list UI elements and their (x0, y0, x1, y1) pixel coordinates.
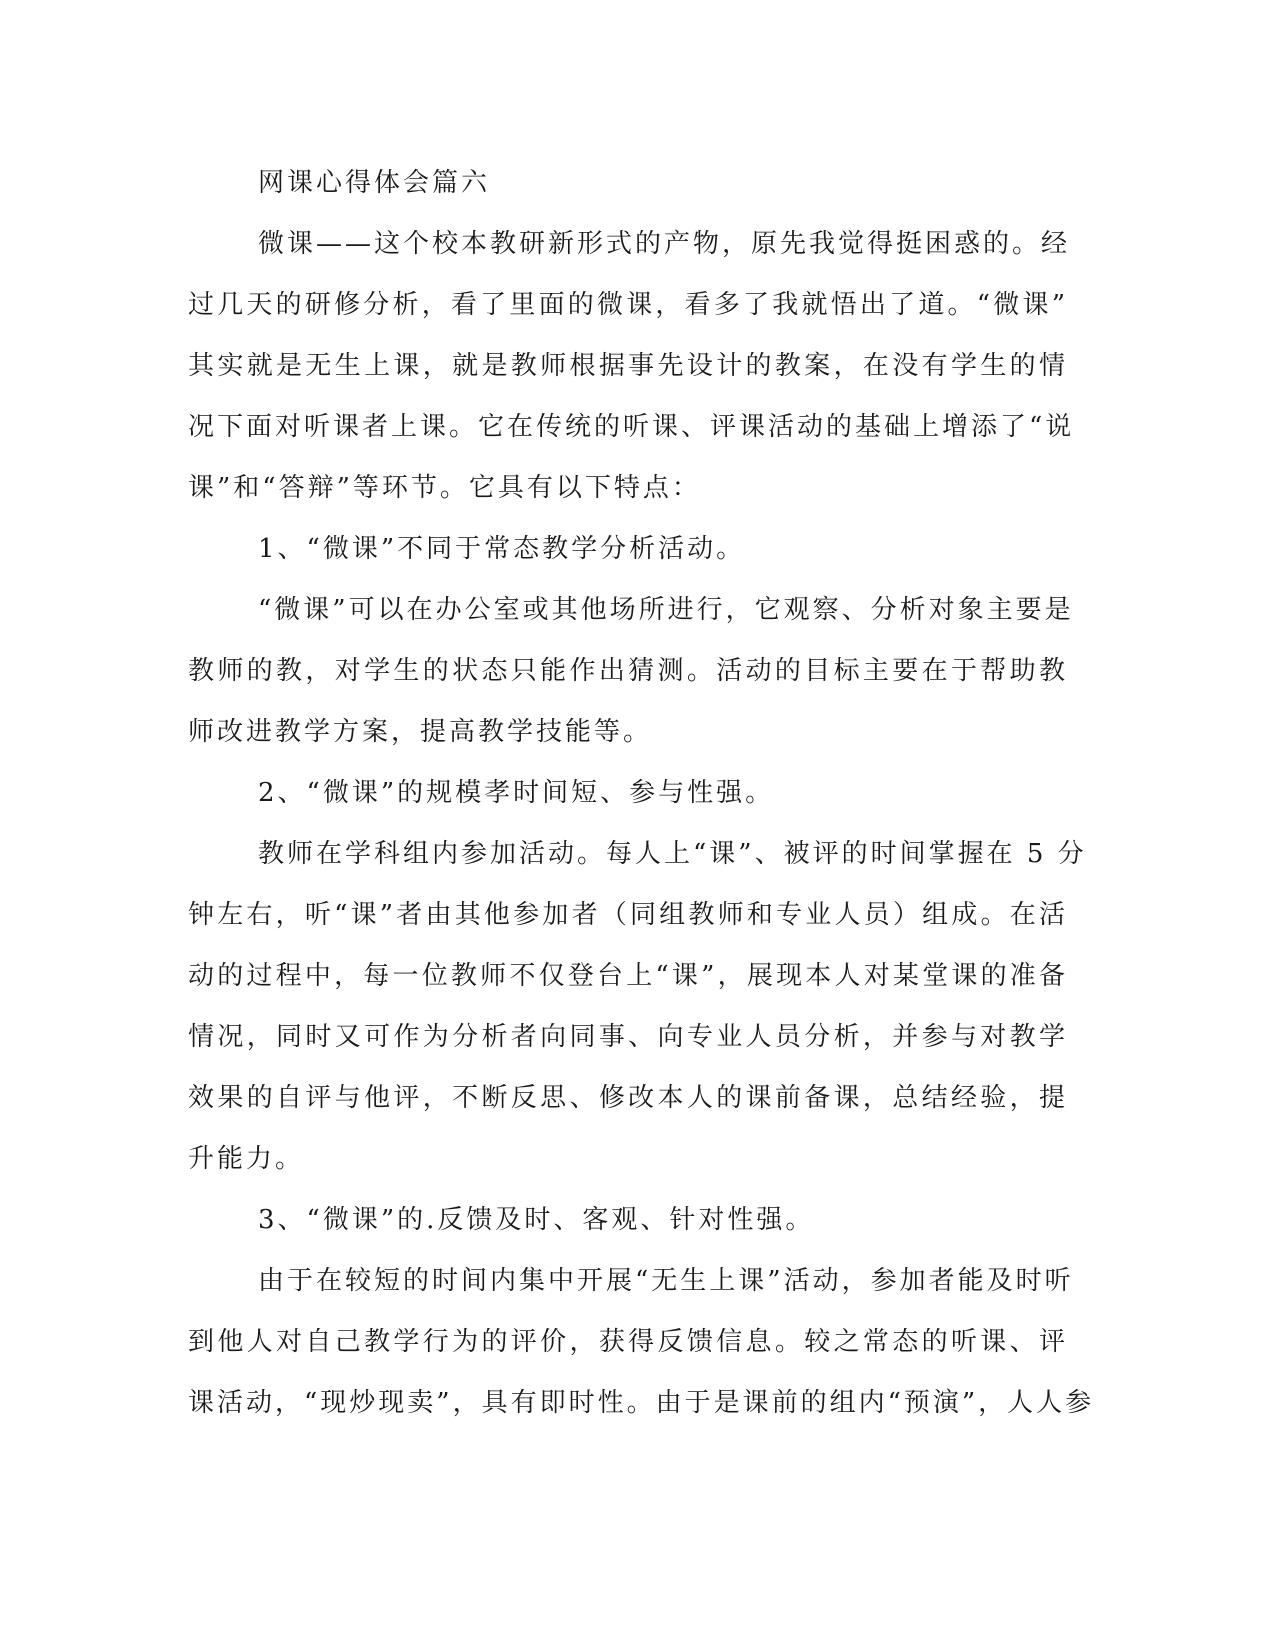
paragraph-line: 到他人对自己教学行为的评价，获得反馈信息。较之常态的听课、评 (188, 1327, 1068, 1357)
paragraph-line: 况下面对听课者上课。它在传统的听课、评课活动的基础上增添了“说 (188, 412, 1075, 442)
paragraph (188, 590, 1074, 773)
paragraph-line: 升能力。 (188, 1144, 305, 1174)
paragraph-line: 教师在学科组内参加活动。每人上“课”、被评的时间掌握在 5 分 (258, 839, 1087, 869)
paragraph-line: 课”和“答辩”等环节。它具有以下特点： (188, 473, 701, 503)
paragraph-line: 2、“微课”的规模孝时间短、参与性强。 (258, 778, 775, 808)
paragraph-line: 情况，同时又可作为分析者向同事、向专业人员分析，并参与对教学 (188, 1022, 1068, 1052)
section-heading (188, 1200, 1068, 1261)
paragraph-line: 由于在较短的时间内集中开展“无生上课”活动，参加者能及时听 (258, 1266, 1074, 1296)
paragraph-line: 其实就是无生上课，就是教师根据事先设计的教案，在没有学生的情 (188, 351, 1068, 381)
section-heading (188, 773, 1068, 834)
paragraph-line: 课活动，“现炒现卖”，具有即时性。由于是课前的组内“预演”，人人参 (188, 1388, 1095, 1418)
paragraph (188, 1261, 1095, 1444)
paragraph-line: 钟左右，听“课”者由其他参加者（同组教师和专业人员）组成。在活 (188, 900, 1068, 930)
paragraph-line: 1、“微课”不同于常态教学分析活动。 (258, 534, 746, 564)
paragraph (188, 834, 1087, 1200)
paragraph (188, 224, 1075, 529)
paragraph-line: 微课——这个校本教研新形式的产物，原先我觉得挺困惑的。经 (258, 229, 1071, 259)
paragraph-line: 效果的自评与他评，不断反思、修改本人的课前备课，总结经验，提 (188, 1083, 1068, 1113)
paragraph-line: 动的过程中，每一位教师不仅登台上“课”，展现本人对某堂课的准备 (188, 961, 1068, 991)
section-heading (188, 529, 1068, 590)
document-title: 网课心得体会篇六 (258, 168, 491, 198)
paragraph-line: 3、“微课”的.反馈及时、客观、针对性强。 (258, 1205, 815, 1235)
document-body (188, 163, 1095, 1444)
paragraph-line: 过几天的研修分析，看了里面的微课，看多了我就悟出了道。“微课” (188, 290, 1068, 320)
paragraph-line: 教师的教，对学生的状态只能作出猜测。活动的目标主要在于帮助教 (188, 656, 1068, 686)
paragraph-line: “微课”可以在办公室或其他场所进行，它观察、分析对象主要是 (258, 595, 1074, 625)
paragraph-line: 师改进教学方案，提高教学技能等。 (188, 717, 653, 747)
